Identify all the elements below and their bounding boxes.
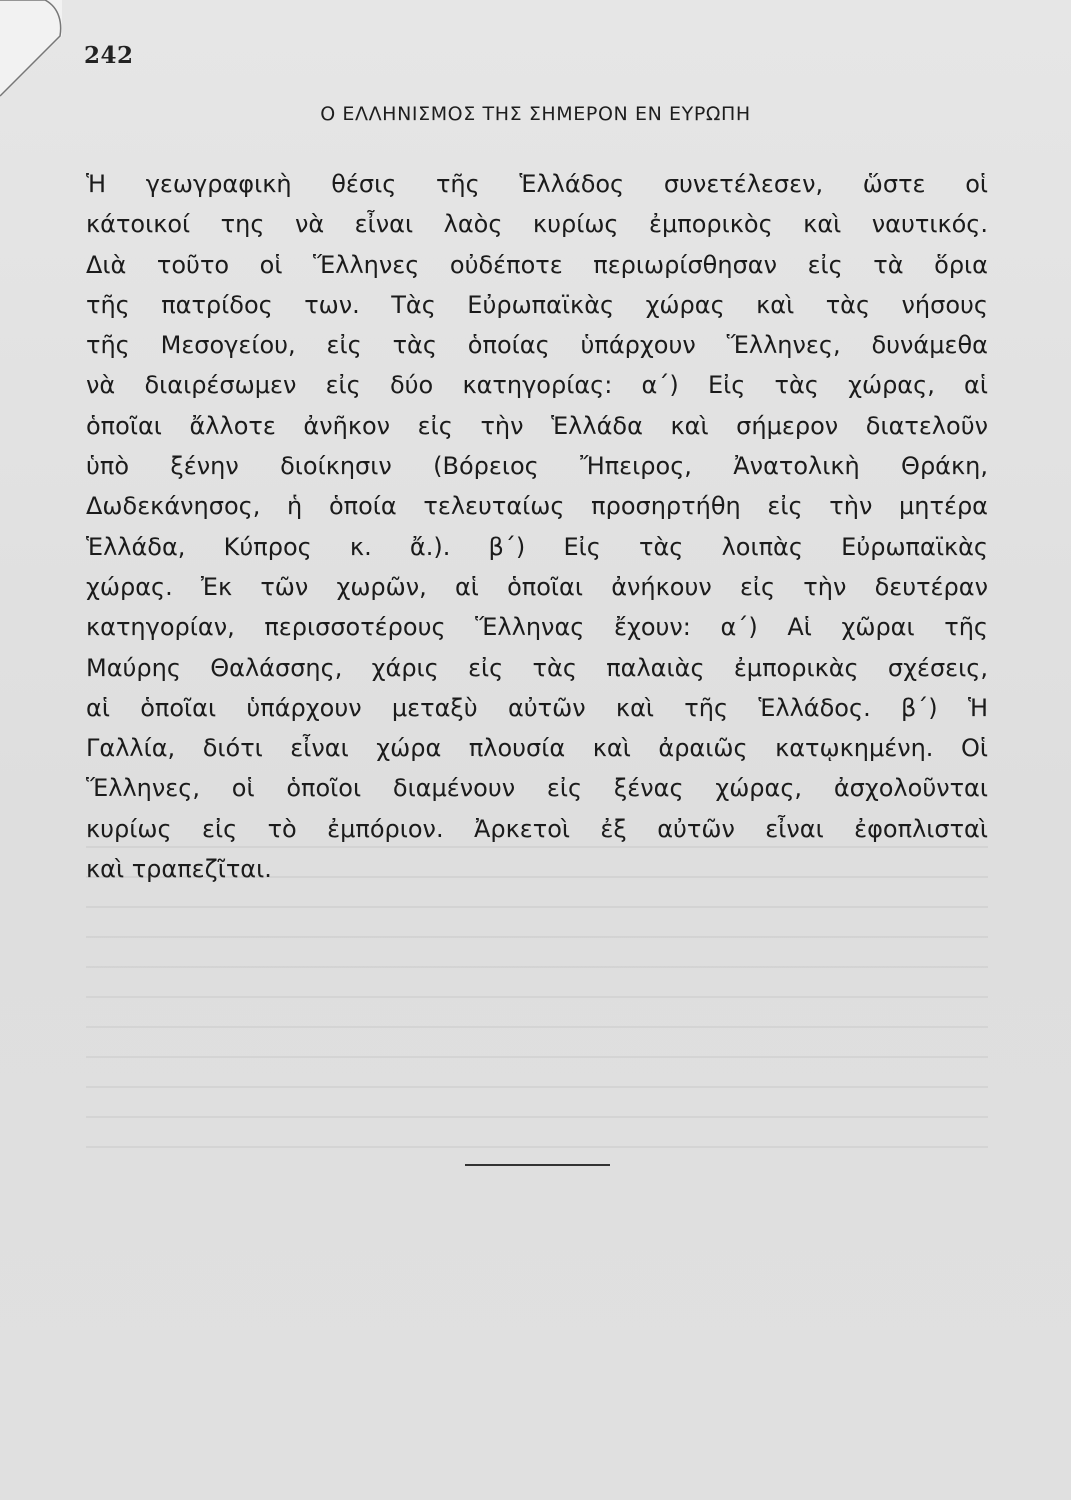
text-line: Μαύρης Θαλάσσης, χάρις εἰς τὰς παλαιὰς ἐμπορικὰς σχέσεις, (86, 653, 988, 682)
text-line: κατηγορίαν, περισσοτέρους Ἕλληνας ἔχουν: α΄) Αἱ χῶραι τῆς (86, 613, 988, 642)
body-paragraph (86, 164, 988, 889)
text-line: αἱ ὁποῖαι ὑπάρχουν μεταξὺ αὐτῶν καὶ τῆς Ἑλλάδος. β΄) Ἡ (86, 693, 988, 722)
text-line: ὁποῖαι ἄλλοτε ἀνῆκον εἰς τὴν Ἑλλάδα καὶ σήμερον διατελοῦν (86, 411, 988, 440)
text-line: Διὰ τοῦτο οἱ Ἕλληνες οὐδέποτε περιωρίσθησαν εἰς τὰ ὅρια (86, 250, 988, 279)
text-line: νὰ διαιρέσωμεν εἰς δύο κατηγορίας: α΄) Εἰς τὰς χώρας, αἱ (86, 371, 988, 400)
text-line: κάτοικοί της νὰ εἶναι λαὸς κυρίως ἐμπορικὸς καὶ ναυτικός. (86, 210, 988, 239)
page-number: 242 (84, 42, 134, 69)
text-line: Ἕλληνες, οἱ ὁποῖοι διαμένουν εἰς ξένας χώρας, ἀσχολοῦνται (86, 774, 988, 803)
page-heading: Ο ΕΛΛΗΝΙΣΜΟΣ ΤΗΣ ΣΗΜΕΡΟΝ ΕΝ ΕΥΡΩΠΗ (320, 103, 751, 125)
text-line: Ἡ γεωγραφικὴ θέσις τῆς Ἑλλάδος συνετέλεσεν, ὥστε οἱ (86, 170, 988, 198)
text-line: κυρίως εἰς τὸ ἐμπόριον. Ἀρκετοὶ ἐξ αὐτῶν εἶναι ἐφοπλισταὶ (86, 814, 988, 843)
text-line: τῆς πατρίδος των. Τὰς Εὐρωπαϊκὰς χώρας καὶ τὰς νήσους (86, 290, 988, 319)
text-line: Γαλλία, διότι εἶναι χώρα πλουσία καὶ ἀραιῶς κατῳκημένη. Οἱ (86, 734, 988, 763)
page-corner-fold (0, 0, 70, 100)
text-line: καὶ τραπεζῖται. (86, 855, 272, 884)
show-through-texture (86, 830, 988, 1150)
text-line: Ἑλλάδα, Κύπρος κ. ἄ.). β΄) Εἰς τὰς λοιπὰς Εὐρωπαϊκὰς (86, 532, 988, 561)
text-line: τῆς Μεσογείου, εἰς τὰς ὁποίας ὑπάρχουν Ἕλληνες, δυνάμεθα (86, 331, 988, 360)
end-separator-rule (465, 1164, 610, 1166)
text-line: Δωδεκάνησος, ἡ ὁποία τελευταίως προσηρτήθη εἰς τὴν μητέρα (86, 492, 988, 521)
text-line: ὑπὸ ξένην διοίκησιν (Βόρειος Ἤπειρος, Ἀνατολικὴ Θράκη, (86, 452, 988, 481)
text-line: χώρας. Ἐκ τῶν χωρῶν, αἱ ὁποῖαι ἀνήκουν εἰς τὴν δευτέραν (86, 572, 988, 601)
